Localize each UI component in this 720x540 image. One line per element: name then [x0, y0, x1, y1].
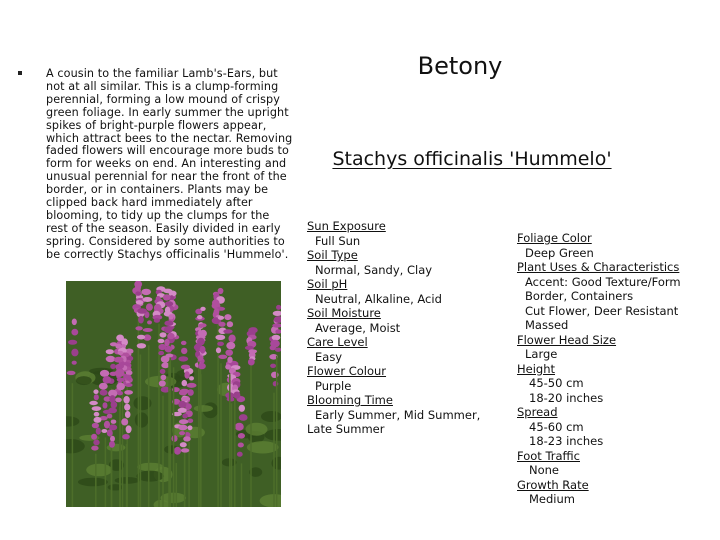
flower-blossom	[178, 408, 187, 413]
growth-rate-value: Medium	[529, 492, 575, 506]
flower-blossom	[181, 348, 187, 354]
flower-blossom	[143, 297, 153, 302]
soil-type-value: Normal, Sandy, Clay	[315, 262, 433, 277]
flower-blossom	[166, 354, 174, 358]
flower-blossom	[216, 347, 221, 353]
flower-blossom	[136, 300, 144, 304]
leaf-shape	[261, 411, 281, 422]
flower-blossom	[200, 330, 207, 337]
flower-blossom	[235, 423, 244, 431]
plant-uses-label: Plant Uses & Characteristics	[517, 260, 680, 274]
flower-blossom	[111, 401, 118, 408]
flower-blossom	[122, 434, 130, 439]
flower-blossom	[178, 401, 186, 408]
leaf-shape	[76, 376, 92, 385]
flower-blossom	[71, 349, 78, 357]
flower-blossom	[125, 383, 132, 387]
spread-metric-value: 45-60 cm	[529, 419, 584, 434]
foot-traffic-label: Foot Traffic	[517, 448, 580, 463]
flower-blossom	[183, 436, 191, 441]
flower-blossom	[93, 440, 99, 446]
flower-blossom	[137, 343, 146, 348]
flower-blossom	[99, 383, 108, 390]
flower-blossom	[146, 303, 153, 310]
description-line: be correctly Stachys officinalis 'Hummelo'.	[46, 247, 289, 261]
height-metric-value: 45-50 cm	[529, 376, 584, 390]
flower-blossom	[137, 335, 145, 340]
description-line: unusual perennial for near the front of the	[46, 170, 287, 184]
flower-blossom	[225, 350, 233, 356]
flower-blossom	[110, 364, 116, 369]
leaf-shape	[78, 478, 108, 487]
sun-exposure-label: Sun Exposure	[307, 219, 386, 233]
description-line: which attract bees to the nectar. Removing	[46, 131, 293, 145]
flower-blossom	[72, 361, 77, 365]
flower-blossom	[197, 338, 205, 346]
flower-blossom	[200, 346, 206, 354]
soil-ph-label: Soil pH	[307, 277, 348, 291]
blooming-time-label: Blooming Time	[307, 393, 393, 407]
soil-moisture-value: Average, Moist	[315, 320, 401, 335]
flower-blossom	[107, 414, 113, 419]
description-line: spikes of bright-purple flowers appear,	[46, 118, 267, 132]
flower-blossom	[94, 412, 100, 417]
flower-blossom	[89, 401, 98, 405]
flower-blossom	[96, 428, 101, 435]
flower-blossom	[181, 341, 187, 345]
plant-use-value: Massed	[525, 318, 569, 332]
soil-moisture-label: Soil Moisture	[307, 306, 381, 320]
flower-blossom	[154, 318, 160, 323]
flower-blossom	[182, 414, 188, 419]
sun-exposure-value: Full Sun	[315, 233, 361, 248]
description-line: rest of the season. Easily divided in early	[46, 221, 281, 235]
flower-blossom	[161, 375, 167, 381]
flower-blossom	[165, 301, 173, 306]
plant-use-value: Cut Flower, Deer Resistant	[525, 303, 679, 318]
flower-blossom	[178, 425, 187, 431]
flower-blossom	[215, 335, 225, 340]
flower-blossom	[225, 364, 231, 369]
flower-blossom	[217, 342, 224, 346]
flower-blossom	[141, 289, 151, 295]
flower-blossom	[198, 363, 206, 369]
flower-blossom	[165, 346, 173, 353]
flower-blossom	[124, 390, 133, 395]
flower-blossom	[92, 423, 99, 429]
flower-blossom	[200, 307, 205, 311]
flower-blossom	[68, 340, 77, 345]
flower-blossom	[226, 342, 235, 349]
flower-blossom	[117, 391, 123, 395]
flower-blossom	[135, 291, 141, 295]
foliage-color-value: Deep Green	[525, 245, 594, 260]
care-level-value: Easy	[315, 349, 343, 364]
flower-blossom	[94, 417, 102, 423]
flower-blossom	[227, 321, 233, 327]
flower-blossom	[110, 436, 115, 442]
flower-blossom	[239, 414, 248, 421]
flower-blossom	[276, 305, 281, 310]
flower-blossom	[103, 402, 108, 408]
flower-blossom	[169, 314, 174, 319]
flower-blossom	[100, 370, 109, 377]
page-title: Betony	[417, 52, 503, 80]
flower-blossom	[107, 429, 113, 436]
flower-blossom	[179, 391, 187, 396]
description-line: spring. Considered by some authorities to	[46, 234, 285, 248]
flower-blossom	[181, 397, 190, 401]
flower-blossom	[71, 329, 78, 336]
description-line: faded flowers will encourage more buds to	[46, 144, 289, 158]
flower-blossom	[229, 335, 236, 343]
flower-blossom	[181, 448, 189, 452]
betony-flower-photo	[66, 281, 281, 507]
flower-blossom	[197, 355, 203, 361]
height-label: Height	[517, 361, 556, 376]
flower-blossom	[124, 404, 130, 411]
flower-blossom	[115, 398, 122, 403]
flower-blossom	[239, 405, 245, 412]
flower-blossom	[92, 406, 102, 411]
flower-blossom	[224, 314, 231, 320]
flower-blossom	[114, 357, 124, 363]
flower-blossom	[248, 359, 255, 366]
flower-head-size-label: Flower Head Size	[517, 332, 617, 347]
flower-blossom	[103, 376, 112, 384]
flower-blossom	[143, 328, 153, 332]
flower-blossom	[121, 418, 128, 425]
flower-blossom	[182, 380, 188, 386]
description-line: green foliage. In early summer the upright	[46, 105, 289, 119]
spread-imperial-value: 18-23 inches	[529, 434, 604, 448]
description-line: border, or in containers. Plants may be	[46, 183, 269, 197]
flower-blossom	[100, 390, 108, 396]
flower-blossom	[167, 333, 174, 339]
flower-blossom	[125, 411, 131, 418]
flower-blossom	[227, 357, 232, 364]
flower-blossom	[238, 443, 244, 448]
flower-blossom	[108, 408, 117, 414]
flower-blossom	[116, 383, 125, 391]
flower-blossom	[67, 371, 76, 375]
growth-rate-label: Growth Rate	[517, 477, 589, 492]
flower-blossom	[160, 369, 166, 374]
flower-blossom	[272, 335, 281, 341]
flower-blossom	[165, 307, 170, 314]
flower-blossom	[188, 425, 193, 430]
flower-blossom	[270, 364, 276, 368]
flower-blossom	[93, 389, 98, 394]
flower-blossom	[126, 425, 132, 433]
flower-blossom	[179, 419, 189, 424]
plant-attributes-left	[307, 219, 507, 437]
flower-blossom	[160, 332, 167, 337]
foot-traffic-value: None	[529, 463, 560, 477]
flower-blossom	[171, 435, 177, 442]
flower-blossom	[180, 442, 187, 447]
soil-ph-value: Neutral, Alkaline, Acid	[315, 291, 442, 306]
flower-blossom	[237, 452, 243, 457]
flower-head-size-value: Large	[525, 347, 558, 361]
flower-blossom	[181, 365, 190, 370]
flower-blossom	[275, 348, 281, 352]
flower-blossom	[94, 394, 99, 400]
flower-blossom	[178, 356, 188, 361]
flower-blossom	[135, 326, 142, 330]
flower-blossom	[123, 396, 129, 404]
flower-blossom	[72, 319, 77, 326]
blooming-time-value-continued: Late Summer	[307, 422, 385, 436]
flower-blossom	[147, 320, 152, 324]
flower-blossom	[163, 294, 171, 300]
leaf-shape	[194, 405, 213, 412]
flower-blossom	[271, 372, 279, 378]
plant-description	[46, 68, 296, 262]
flower-blossom	[164, 326, 173, 333]
height-imperial-value: 18-20 inches	[529, 390, 604, 405]
flower-blossom	[200, 323, 207, 327]
plant-use-value: Border, Containers	[525, 289, 634, 303]
flower-blossom	[115, 364, 124, 369]
flower-blossom	[101, 429, 107, 433]
flower-blossom	[233, 392, 240, 399]
spread-label: Spread	[517, 405, 558, 419]
flower-blossom	[174, 447, 181, 455]
flower-blossom	[227, 397, 235, 401]
flower-blossom	[91, 434, 97, 440]
leaf-shape	[135, 412, 149, 427]
bullet-marker	[18, 71, 22, 75]
flower-blossom	[197, 315, 202, 319]
flower-blossom	[218, 355, 227, 359]
flower-blossom	[164, 321, 173, 326]
flower-blossom	[164, 339, 169, 346]
flower-blossom	[91, 446, 98, 451]
flower-blossom	[223, 329, 232, 333]
flower-blossom	[137, 308, 147, 314]
flower-blossom	[126, 375, 132, 381]
flower-blossom	[158, 351, 164, 355]
flower-blossom	[218, 316, 224, 320]
flower-blossom	[118, 351, 124, 355]
flower-blossom	[106, 349, 114, 354]
description-line: clipped back hard immediately after	[46, 196, 253, 210]
flower-blossom	[238, 433, 245, 439]
flower-blossom	[117, 378, 125, 382]
flower-blossom	[109, 441, 115, 448]
botanical-name: Stachys officinalis 'Hummelo'	[332, 148, 612, 170]
foliage-color-label: Foliage Color	[517, 231, 592, 245]
flower-blossom	[163, 289, 172, 294]
flower-blossom	[115, 369, 125, 377]
flower-blossom	[159, 380, 166, 386]
blooming-time-value: Early Summer, Mid Summer,	[315, 407, 481, 422]
soil-type-label: Soil Type	[307, 248, 358, 262]
plant-use-value: Accent: Good Texture/Form	[525, 274, 681, 289]
flower-colour-label: Flower Colour	[307, 364, 387, 378]
flower-blossom	[184, 371, 189, 378]
leaf-shape	[86, 464, 112, 477]
leaf-shape	[246, 423, 268, 436]
description-line: blooming, to tidy up the clumps for the	[46, 208, 270, 222]
plant-attributes-right	[517, 231, 717, 507]
flower-blossom	[189, 376, 194, 380]
flower-blossom	[218, 322, 225, 327]
flower-blossom	[273, 381, 279, 386]
flower-blossom	[106, 356, 116, 362]
description-line: A cousin to the familiar Lamb's-Ears, but	[46, 67, 278, 80]
flower-blossom	[179, 431, 185, 435]
description-line: not at all similar. This is a clump-forming	[46, 79, 279, 93]
flower-blossom	[270, 340, 280, 348]
care-level-label: Care Level	[307, 335, 368, 349]
flower-colour-value: Purple	[315, 378, 352, 393]
flower-photo-illustration	[66, 281, 281, 507]
description-line: perennial, forming a low mound of crispy	[46, 92, 280, 106]
flower-blossom	[138, 316, 144, 324]
description-line: form for weeks on end. An interesting and	[46, 157, 287, 171]
flower-blossom	[111, 420, 117, 424]
flower-blossom	[115, 344, 121, 349]
flower-blossom	[158, 339, 165, 344]
flower-blossom	[187, 383, 197, 388]
